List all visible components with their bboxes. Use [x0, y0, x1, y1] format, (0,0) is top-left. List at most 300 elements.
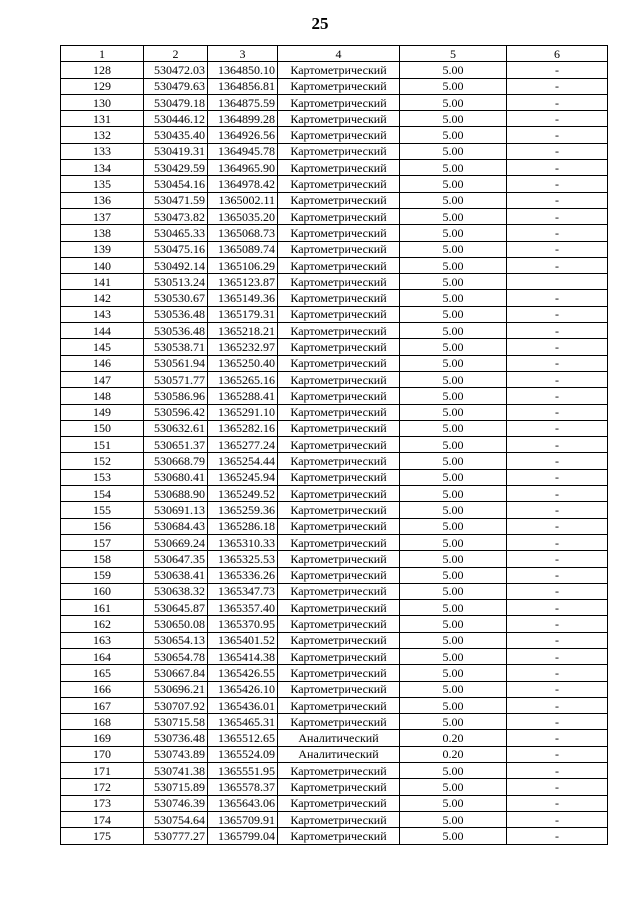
method-cell: Картометрический	[278, 795, 400, 811]
y-coordinate-cell: 1365414.38	[208, 648, 278, 664]
column-header-2: 2	[144, 46, 208, 62]
note-cell: -	[507, 486, 608, 502]
accuracy-cell: 5.00	[400, 208, 507, 224]
note-cell: -	[507, 94, 608, 110]
x-coordinate-cell: 530475.16	[144, 241, 208, 257]
accuracy-cell: 5.00	[400, 388, 507, 404]
x-coordinate-cell: 530743.89	[144, 746, 208, 762]
x-coordinate-cell: 530538.71	[144, 339, 208, 355]
page-number: 25	[311, 14, 329, 33]
method-cell: Картометрический	[278, 453, 400, 469]
column-header-3: 3	[208, 46, 278, 62]
method-cell: Аналитический	[278, 730, 400, 746]
x-coordinate-cell: 530684.43	[144, 518, 208, 534]
point-number-cell: 158	[61, 551, 144, 567]
point-number-cell: 159	[61, 567, 144, 583]
x-coordinate-cell: 530571.77	[144, 371, 208, 387]
table-row	[61, 160, 608, 176]
x-coordinate-cell: 530638.32	[144, 583, 208, 599]
y-coordinate-cell: 1365089.74	[208, 241, 278, 257]
point-number-cell: 135	[61, 176, 144, 192]
x-coordinate-cell: 530754.64	[144, 811, 208, 827]
y-coordinate-cell: 1365277.24	[208, 437, 278, 453]
point-number-cell: 151	[61, 437, 144, 453]
table-row	[61, 795, 608, 811]
accuracy-cell: 5.00	[400, 763, 507, 779]
y-coordinate-cell: 1365465.31	[208, 714, 278, 730]
point-number-cell: 165	[61, 665, 144, 681]
table-row	[61, 534, 608, 550]
table-row	[61, 355, 608, 371]
x-coordinate-cell: 530465.33	[144, 225, 208, 241]
note-cell: -	[507, 763, 608, 779]
point-number-cell: 175	[61, 828, 144, 844]
method-cell: Аналитический	[278, 746, 400, 762]
x-coordinate-cell: 530669.24	[144, 534, 208, 550]
note-cell: -	[507, 648, 608, 664]
accuracy-cell: 5.00	[400, 241, 507, 257]
method-cell: Картометрический	[278, 697, 400, 713]
accuracy-cell: 0.20	[400, 730, 507, 746]
method-cell: Картометрический	[278, 225, 400, 241]
table-row	[61, 567, 608, 583]
method-cell: Картометрический	[278, 632, 400, 648]
table-row	[61, 518, 608, 534]
point-number-cell: 129	[61, 78, 144, 94]
method-cell: Картометрический	[278, 486, 400, 502]
point-number-cell: 160	[61, 583, 144, 599]
table-row	[61, 78, 608, 94]
note-cell: -	[507, 339, 608, 355]
y-coordinate-cell: 1365401.52	[208, 632, 278, 648]
x-coordinate-cell: 530688.90	[144, 486, 208, 502]
note-cell: -	[507, 714, 608, 730]
accuracy-cell: 5.00	[400, 648, 507, 664]
point-number-cell: 152	[61, 453, 144, 469]
y-coordinate-cell: 1365259.36	[208, 502, 278, 518]
y-coordinate-cell: 1365288.41	[208, 388, 278, 404]
method-cell: Картометрический	[278, 420, 400, 436]
x-coordinate-cell: 530472.03	[144, 62, 208, 78]
note-cell: -	[507, 502, 608, 518]
point-number-cell: 133	[61, 143, 144, 159]
accuracy-cell: 5.00	[400, 404, 507, 420]
point-number-cell: 144	[61, 323, 144, 339]
note-cell: -	[507, 388, 608, 404]
note-cell: -	[507, 176, 608, 192]
point-number-cell: 153	[61, 469, 144, 485]
point-number-cell: 174	[61, 811, 144, 827]
method-cell: Картометрический	[278, 681, 400, 697]
x-coordinate-cell: 530651.37	[144, 437, 208, 453]
column-header-1: 1	[61, 46, 144, 62]
note-cell: -	[507, 730, 608, 746]
note-cell: -	[507, 323, 608, 339]
table-row	[61, 648, 608, 664]
x-coordinate-cell: 530715.58	[144, 714, 208, 730]
note-cell	[507, 274, 608, 290]
method-cell: Картометрический	[278, 665, 400, 681]
accuracy-cell: 5.00	[400, 371, 507, 387]
method-cell: Картометрический	[278, 62, 400, 78]
point-number-cell: 154	[61, 486, 144, 502]
x-coordinate-cell: 530536.48	[144, 323, 208, 339]
accuracy-cell: 5.00	[400, 714, 507, 730]
table-row	[61, 143, 608, 159]
note-cell: -	[507, 811, 608, 827]
method-cell: Картометрический	[278, 648, 400, 664]
y-coordinate-cell: 1364850.10	[208, 62, 278, 78]
table-row	[61, 828, 608, 844]
accuracy-cell: 0.20	[400, 746, 507, 762]
y-coordinate-cell: 1364875.59	[208, 94, 278, 110]
note-cell: -	[507, 355, 608, 371]
table-row	[61, 371, 608, 387]
method-cell: Картометрический	[278, 583, 400, 599]
note-cell: -	[507, 828, 608, 844]
note-cell: -	[507, 111, 608, 127]
accuracy-cell: 5.00	[400, 420, 507, 436]
point-number-cell: 171	[61, 763, 144, 779]
y-coordinate-cell: 1365357.40	[208, 600, 278, 616]
point-number-cell: 155	[61, 502, 144, 518]
accuracy-cell: 5.00	[400, 355, 507, 371]
method-cell: Картометрический	[278, 518, 400, 534]
method-cell: Картометрический	[278, 339, 400, 355]
accuracy-cell: 5.00	[400, 94, 507, 110]
note-cell: -	[507, 420, 608, 436]
accuracy-cell: 5.00	[400, 469, 507, 485]
y-coordinate-cell: 1365310.33	[208, 534, 278, 550]
table-row	[61, 225, 608, 241]
table-row	[61, 339, 608, 355]
note-cell: -	[507, 746, 608, 762]
y-coordinate-cell: 1365643.06	[208, 795, 278, 811]
y-coordinate-cell: 1365035.20	[208, 208, 278, 224]
x-coordinate-cell: 530435.40	[144, 127, 208, 143]
y-coordinate-cell: 1365068.73	[208, 225, 278, 241]
x-coordinate-cell: 530736.48	[144, 730, 208, 746]
note-cell: -	[507, 257, 608, 273]
accuracy-cell: 5.00	[400, 192, 507, 208]
note-cell: -	[507, 453, 608, 469]
note-cell: -	[507, 290, 608, 306]
x-coordinate-cell: 530471.59	[144, 192, 208, 208]
point-number-cell: 150	[61, 420, 144, 436]
y-coordinate-cell: 1365250.40	[208, 355, 278, 371]
note-cell: -	[507, 192, 608, 208]
y-coordinate-cell: 1365123.87	[208, 274, 278, 290]
note-cell: -	[507, 78, 608, 94]
accuracy-cell: 5.00	[400, 502, 507, 518]
table-row	[61, 469, 608, 485]
note-cell: -	[507, 779, 608, 795]
x-coordinate-cell: 530429.59	[144, 160, 208, 176]
x-coordinate-cell: 530561.94	[144, 355, 208, 371]
point-number-cell: 167	[61, 697, 144, 713]
accuracy-cell: 5.00	[400, 62, 507, 78]
accuracy-cell: 5.00	[400, 795, 507, 811]
accuracy-cell: 5.00	[400, 665, 507, 681]
method-cell: Картометрический	[278, 828, 400, 844]
table-row	[61, 176, 608, 192]
note-cell: -	[507, 697, 608, 713]
accuracy-cell: 5.00	[400, 111, 507, 127]
x-coordinate-cell: 530446.12	[144, 111, 208, 127]
x-coordinate-cell: 530696.21	[144, 681, 208, 697]
method-cell: Картометрический	[278, 811, 400, 827]
accuracy-cell: 5.00	[400, 339, 507, 355]
table-row	[61, 632, 608, 648]
y-coordinate-cell: 1365325.53	[208, 551, 278, 567]
y-coordinate-cell: 1364978.42	[208, 176, 278, 192]
note-cell: -	[507, 127, 608, 143]
x-coordinate-cell: 530707.92	[144, 697, 208, 713]
method-cell: Картометрический	[278, 323, 400, 339]
note-cell: -	[507, 208, 608, 224]
accuracy-cell: 5.00	[400, 453, 507, 469]
accuracy-cell: 5.00	[400, 551, 507, 567]
column-header-4: 4	[278, 46, 400, 62]
method-cell: Картометрический	[278, 241, 400, 257]
table-row	[61, 746, 608, 762]
point-number-cell: 136	[61, 192, 144, 208]
table-row	[61, 420, 608, 436]
y-coordinate-cell: 1365002.11	[208, 192, 278, 208]
accuracy-cell: 5.00	[400, 600, 507, 616]
method-cell: Картометрический	[278, 779, 400, 795]
note-cell: -	[507, 143, 608, 159]
column-header-5: 5	[400, 46, 507, 62]
table-row	[61, 323, 608, 339]
x-coordinate-cell: 530668.79	[144, 453, 208, 469]
x-coordinate-cell: 530647.35	[144, 551, 208, 567]
table-row	[61, 94, 608, 110]
table-row	[61, 208, 608, 224]
point-number-cell: 164	[61, 648, 144, 664]
method-cell: Картометрический	[278, 78, 400, 94]
y-coordinate-cell: 1365106.29	[208, 257, 278, 273]
coordinates-table	[60, 45, 608, 845]
y-coordinate-cell: 1365512.65	[208, 730, 278, 746]
x-coordinate-cell: 530680.41	[144, 469, 208, 485]
method-cell: Картометрический	[278, 502, 400, 518]
point-number-cell: 162	[61, 616, 144, 632]
y-coordinate-cell: 1365709.91	[208, 811, 278, 827]
x-coordinate-cell: 530741.38	[144, 763, 208, 779]
point-number-cell: 134	[61, 160, 144, 176]
table-row	[61, 306, 608, 322]
accuracy-cell: 5.00	[400, 534, 507, 550]
method-cell: Картометрический	[278, 176, 400, 192]
note-cell: -	[507, 469, 608, 485]
accuracy-cell: 5.00	[400, 779, 507, 795]
table-row	[61, 583, 608, 599]
table-row	[61, 763, 608, 779]
method-cell: Картометрический	[278, 534, 400, 550]
note-cell: -	[507, 600, 608, 616]
point-number-cell: 163	[61, 632, 144, 648]
x-coordinate-cell: 530654.78	[144, 648, 208, 664]
method-cell: Картометрический	[278, 290, 400, 306]
table-row	[61, 62, 608, 78]
point-number-cell: 166	[61, 681, 144, 697]
y-coordinate-cell: 1364856.81	[208, 78, 278, 94]
point-number-cell: 140	[61, 257, 144, 273]
accuracy-cell: 5.00	[400, 681, 507, 697]
note-cell: -	[507, 567, 608, 583]
x-coordinate-cell: 530586.96	[144, 388, 208, 404]
x-coordinate-cell: 530513.24	[144, 274, 208, 290]
y-coordinate-cell: 1365347.73	[208, 583, 278, 599]
accuracy-cell: 5.00	[400, 176, 507, 192]
method-cell: Картометрический	[278, 388, 400, 404]
table-row	[61, 681, 608, 697]
note-cell: -	[507, 437, 608, 453]
note-cell: -	[507, 665, 608, 681]
x-coordinate-cell: 530638.41	[144, 567, 208, 583]
point-number-cell: 138	[61, 225, 144, 241]
y-coordinate-cell: 1365265.16	[208, 371, 278, 387]
method-cell: Картометрический	[278, 567, 400, 583]
x-coordinate-cell: 530473.82	[144, 208, 208, 224]
point-number-cell: 142	[61, 290, 144, 306]
method-cell: Картометрический	[278, 111, 400, 127]
x-coordinate-cell: 530596.42	[144, 404, 208, 420]
y-coordinate-cell: 1365336.26	[208, 567, 278, 583]
point-number-cell: 148	[61, 388, 144, 404]
note-cell: -	[507, 306, 608, 322]
note-cell: -	[507, 160, 608, 176]
point-number-cell: 156	[61, 518, 144, 534]
method-cell: Картометрический	[278, 763, 400, 779]
accuracy-cell: 5.00	[400, 225, 507, 241]
table-row	[61, 274, 608, 290]
method-cell: Картометрический	[278, 160, 400, 176]
y-coordinate-cell: 1365799.04	[208, 828, 278, 844]
y-coordinate-cell: 1364926.56	[208, 127, 278, 143]
x-coordinate-cell: 530746.39	[144, 795, 208, 811]
method-cell: Картометрический	[278, 551, 400, 567]
y-coordinate-cell: 1365245.94	[208, 469, 278, 485]
table-row	[61, 192, 608, 208]
method-cell: Картометрический	[278, 371, 400, 387]
method-cell: Картометрический	[278, 600, 400, 616]
method-cell: Картометрический	[278, 714, 400, 730]
point-number-cell: 145	[61, 339, 144, 355]
table-row	[61, 779, 608, 795]
method-cell: Картометрический	[278, 469, 400, 485]
method-cell: Картометрический	[278, 355, 400, 371]
table-row	[61, 600, 608, 616]
note-cell: -	[507, 616, 608, 632]
x-coordinate-cell: 530419.31	[144, 143, 208, 159]
accuracy-cell: 5.00	[400, 274, 507, 290]
point-number-cell: 137	[61, 208, 144, 224]
point-number-cell: 170	[61, 746, 144, 762]
x-coordinate-cell: 530536.48	[144, 306, 208, 322]
method-cell: Картометрический	[278, 306, 400, 322]
accuracy-cell: 5.00	[400, 437, 507, 453]
point-number-cell: 130	[61, 94, 144, 110]
note-cell: -	[507, 795, 608, 811]
accuracy-cell: 5.00	[400, 160, 507, 176]
point-number-cell: 172	[61, 779, 144, 795]
table-row	[61, 811, 608, 827]
method-cell: Картометрический	[278, 143, 400, 159]
accuracy-cell: 5.00	[400, 567, 507, 583]
method-cell: Картометрический	[278, 274, 400, 290]
note-cell: -	[507, 534, 608, 550]
note-cell: -	[507, 681, 608, 697]
note-cell: -	[507, 404, 608, 420]
x-coordinate-cell: 530632.61	[144, 420, 208, 436]
point-number-cell: 141	[61, 274, 144, 290]
method-cell: Картометрический	[278, 94, 400, 110]
note-cell: -	[507, 632, 608, 648]
accuracy-cell: 5.00	[400, 632, 507, 648]
method-cell: Картометрический	[278, 404, 400, 420]
y-coordinate-cell: 1364945.78	[208, 143, 278, 159]
y-coordinate-cell: 1365254.44	[208, 453, 278, 469]
point-number-cell: 139	[61, 241, 144, 257]
point-number-cell: 169	[61, 730, 144, 746]
method-cell: Картометрический	[278, 127, 400, 143]
table-row	[61, 697, 608, 713]
note-cell: -	[507, 583, 608, 599]
x-coordinate-cell: 530479.63	[144, 78, 208, 94]
table-row	[61, 290, 608, 306]
accuracy-cell: 5.00	[400, 583, 507, 599]
point-number-cell: 147	[61, 371, 144, 387]
y-coordinate-cell: 1365282.16	[208, 420, 278, 436]
x-coordinate-cell: 530650.08	[144, 616, 208, 632]
x-coordinate-cell: 530492.14	[144, 257, 208, 273]
x-coordinate-cell: 530667.84	[144, 665, 208, 681]
y-coordinate-cell: 1364899.28	[208, 111, 278, 127]
table-row	[61, 437, 608, 453]
table-row	[61, 127, 608, 143]
y-coordinate-cell: 1365286.18	[208, 518, 278, 534]
table-header-row	[61, 46, 608, 62]
x-coordinate-cell: 530530.67	[144, 290, 208, 306]
table-row	[61, 404, 608, 420]
accuracy-cell: 5.00	[400, 616, 507, 632]
y-coordinate-cell: 1365551.95	[208, 763, 278, 779]
point-number-cell: 143	[61, 306, 144, 322]
point-number-cell: 128	[61, 62, 144, 78]
x-coordinate-cell: 530654.13	[144, 632, 208, 648]
table-row	[61, 453, 608, 469]
x-coordinate-cell: 530715.89	[144, 779, 208, 795]
point-number-cell: 168	[61, 714, 144, 730]
note-cell: -	[507, 62, 608, 78]
table-row	[61, 665, 608, 681]
x-coordinate-cell: 530691.13	[144, 502, 208, 518]
column-header-6: 6	[507, 46, 608, 62]
y-coordinate-cell: 1365524.09	[208, 746, 278, 762]
point-number-cell: 132	[61, 127, 144, 143]
method-cell: Картометрический	[278, 192, 400, 208]
point-number-cell: 161	[61, 600, 144, 616]
note-cell: -	[507, 371, 608, 387]
y-coordinate-cell: 1364965.90	[208, 160, 278, 176]
accuracy-cell: 5.00	[400, 290, 507, 306]
point-number-cell: 157	[61, 534, 144, 550]
accuracy-cell: 5.00	[400, 486, 507, 502]
accuracy-cell: 5.00	[400, 257, 507, 273]
accuracy-cell: 5.00	[400, 828, 507, 844]
